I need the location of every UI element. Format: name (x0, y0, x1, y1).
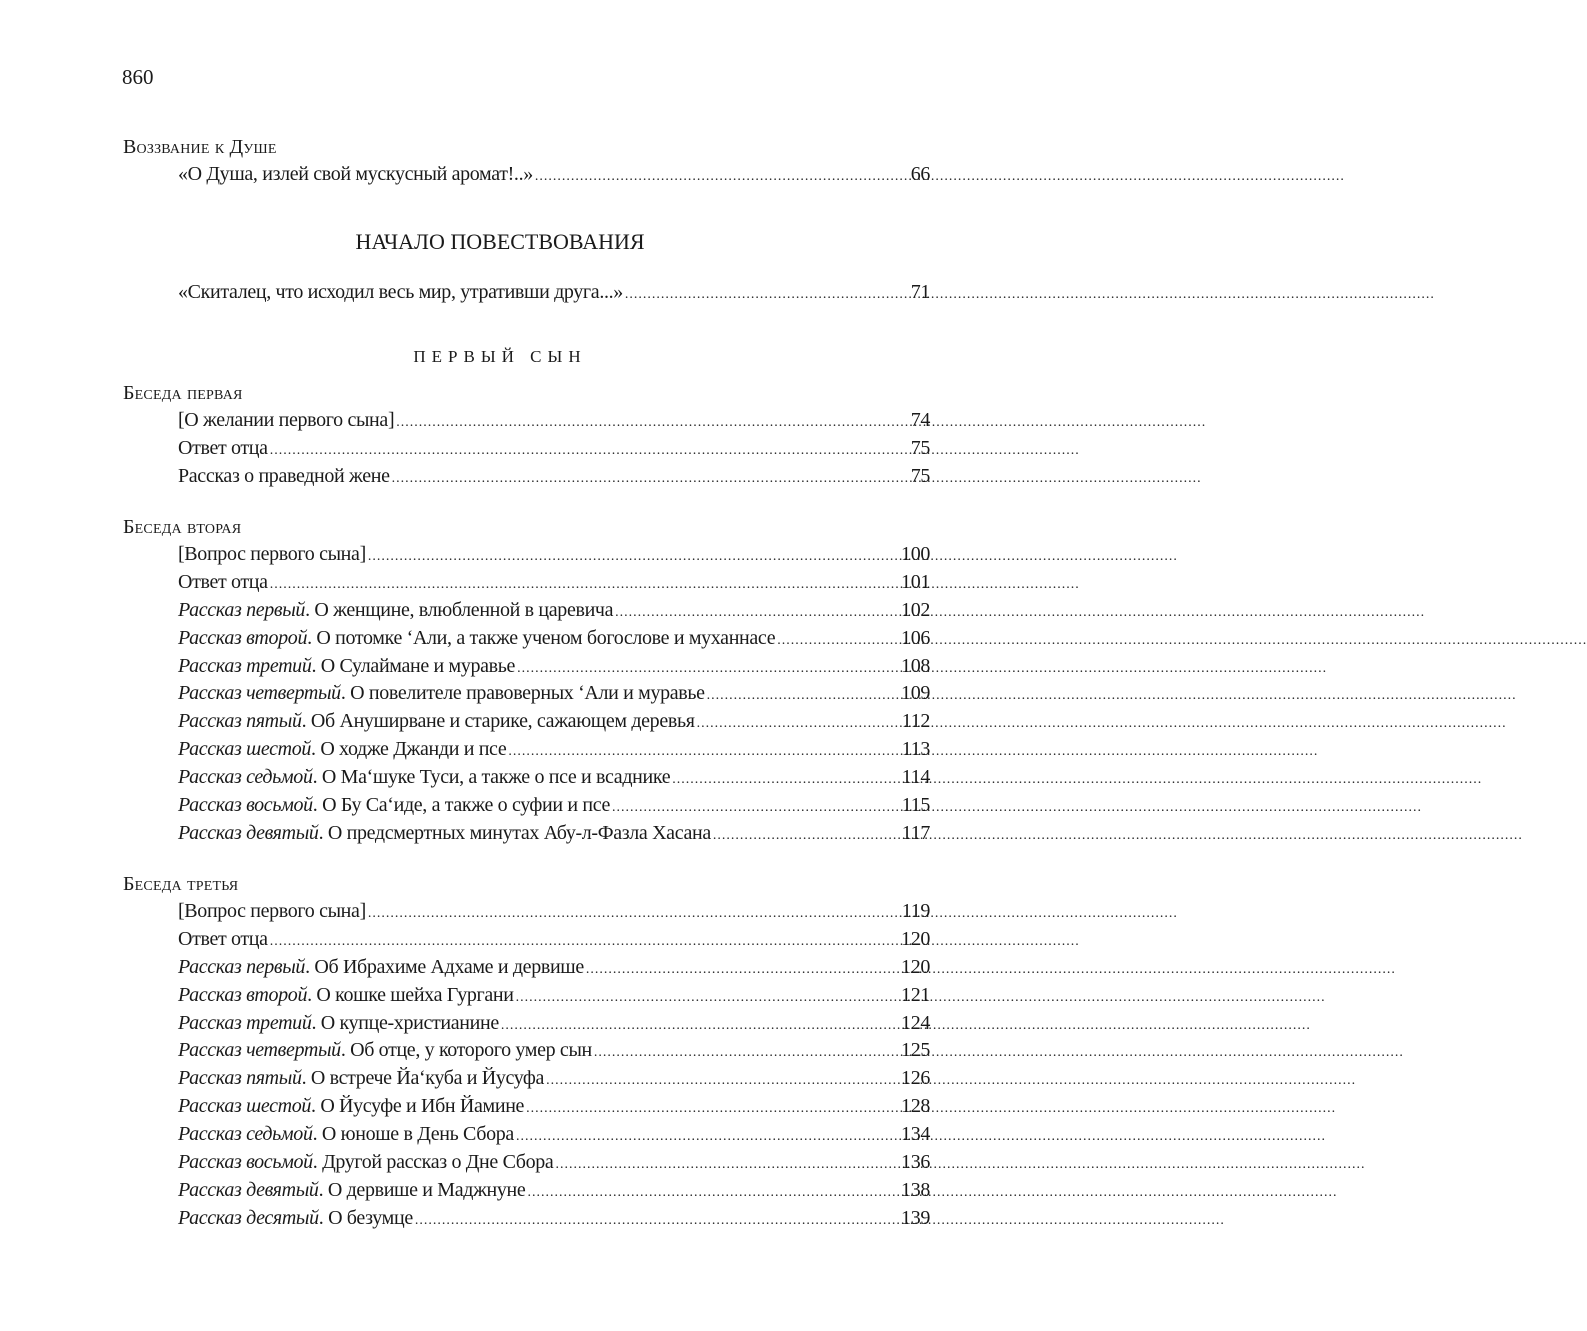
entry-title-text: . О встрече Йа‘куба и Йусуфа (301, 1067, 545, 1090)
dot-leader (625, 279, 909, 309)
entry-title (178, 982, 514, 1010)
entry-page-number: 112 (901, 710, 930, 733)
toc-entry[interactable] (178, 1121, 930, 1149)
toc-entry[interactable] (178, 1093, 930, 1121)
entry-title-text: . О Йусуфе и Ибн Йамине (311, 1095, 525, 1118)
entry-lead: Рассказ пятый (178, 710, 302, 733)
toc-entry[interactable] (178, 764, 930, 792)
entry-lead: Рассказ седьмой (178, 1123, 313, 1146)
dot-leader (615, 597, 899, 627)
entry-title (178, 926, 268, 954)
toc-entry[interactable] (178, 898, 930, 926)
entry-title (178, 279, 623, 307)
entry-title (178, 736, 506, 764)
entry-title (178, 161, 533, 189)
entry-page-number: 71 (910, 281, 930, 303)
entry-page-number: 125 (901, 1039, 930, 1062)
entry-title (178, 792, 610, 820)
toc-entry[interactable] (178, 1037, 930, 1065)
entry-title-text: . О юноше в День Сбора (312, 1123, 514, 1146)
entry-page-number: 66 (910, 163, 930, 185)
dot-leader (270, 569, 899, 599)
entry-lead: Рассказ третий (178, 1011, 312, 1034)
dot-leader (555, 1149, 899, 1179)
entry-lead: Рассказ шестой (178, 738, 312, 761)
entry-title-text: «Скиталец, что исходил весь мир, утративши друга...» (178, 281, 623, 303)
entry-title-text: [Вопрос первого сына] (178, 543, 366, 565)
dot-leader (501, 1010, 899, 1040)
dot-leader (368, 898, 900, 928)
entry-title (178, 597, 613, 625)
dot-leader (713, 820, 900, 850)
entry-title (178, 407, 394, 435)
entry-title (178, 1037, 592, 1065)
entry-page-number: 119 (901, 900, 930, 922)
dot-leader (707, 680, 899, 710)
entry-title-text: . О дервише и Маджнуне (318, 1178, 526, 1201)
entry-title-text: . О Ма‘шуке Туси, а также о псе и всаднике (312, 766, 671, 789)
entry-lead: Рассказ восьмой (178, 1151, 313, 1174)
entry-title-text: . Другой рассказ о Дне Сбора (312, 1151, 554, 1174)
entry-page-number: 136 (901, 1151, 930, 1174)
toc-entry[interactable] (178, 736, 930, 764)
entry-title (178, 541, 366, 569)
toc-list-invocation (178, 161, 930, 189)
entry-title-text: [Вопрос первого сына] (178, 900, 366, 922)
dot-leader (270, 435, 909, 465)
entry-title-text: . Об отце, у которого умер сын (340, 1039, 592, 1062)
dot-leader (612, 792, 900, 822)
entry-title-text: «О Душа, излей свой мускусный аромат!..» (178, 163, 533, 185)
entry-title-text: . О кошке шейха Гургани (307, 983, 514, 1006)
entry-page-number: 108 (901, 654, 930, 677)
dot-leader (594, 1037, 899, 1067)
entry-title-text: Ответ отца (178, 570, 268, 593)
dot-leader (526, 1093, 899, 1123)
toc-entry[interactable] (178, 1205, 930, 1233)
toc-entry[interactable] (178, 1149, 930, 1177)
entry-lead: Рассказ первый (178, 955, 306, 978)
toc-entry[interactable] (178, 792, 930, 820)
entry-lead: Рассказ пятый (178, 1067, 302, 1090)
entry-page-number: 115 (901, 794, 930, 817)
entry-title (178, 1121, 514, 1149)
entry-title (178, 1010, 499, 1038)
toc-entry[interactable] (178, 820, 930, 848)
toc-entry[interactable] (178, 653, 930, 681)
toc-entry[interactable] (178, 1177, 930, 1205)
section-heading-beginning: НАЧАЛО ПОВЕСТВОВАНИЯ (355, 229, 645, 254)
entry-page-number: 138 (901, 1178, 930, 1201)
entry-title-text: . О женщине, влюбленной в царевича (305, 598, 614, 621)
entry-title (178, 680, 705, 708)
entry-lead: Рассказ четвертый (178, 682, 341, 705)
dot-leader (368, 541, 899, 571)
dot-leader (697, 708, 900, 738)
entry-lead: Рассказ четвертый (178, 1039, 341, 1062)
dot-leader (396, 407, 908, 437)
toc-list-talk2 (178, 541, 930, 848)
entry-title (178, 1149, 553, 1177)
toc-entry[interactable] (178, 625, 930, 653)
entry-page-number: 126 (901, 1067, 930, 1090)
entry-lead: Рассказ первый (178, 598, 306, 621)
toc-entry[interactable] (178, 926, 930, 954)
entry-title (178, 463, 390, 491)
entry-title-text: . О повелителе правоверных ‘Али и муравье (340, 682, 705, 705)
toc-list-talk3 (178, 898, 930, 1233)
dot-leader (672, 764, 900, 794)
entry-page-number: 120 (901, 927, 930, 950)
entry-page-number: 75 (910, 464, 930, 487)
toc-entry[interactable] (178, 463, 930, 491)
entry-lead: Рассказ девятый (178, 1178, 319, 1201)
section-heading-talk3: Беседа третья (123, 873, 239, 895)
toc-entry[interactable] (178, 680, 930, 708)
section-heading-invocation: Воззвание к Душе (123, 136, 277, 158)
entry-title (178, 435, 268, 463)
entry-page-number: 117 (901, 821, 930, 844)
entry-page-number: 113 (901, 738, 930, 761)
part-title: ПЕРВЫЙ СЫН (413, 347, 587, 366)
entry-page-number: 102 (901, 598, 930, 621)
toc-entry[interactable] (178, 597, 930, 625)
entry-lead: Рассказ второй (178, 983, 308, 1006)
entry-page-number: 106 (901, 626, 930, 649)
entry-title (178, 898, 366, 926)
dot-leader (508, 736, 899, 766)
entry-title (178, 1205, 413, 1233)
entry-title-text: . О ходже Джанди и псе (311, 738, 507, 761)
toc-entry[interactable] (178, 1065, 930, 1093)
entry-title (178, 569, 268, 597)
entry-title-text: . О потомке ‘Али, а также ученом богослове и муханнасе (307, 626, 776, 649)
dot-leader (535, 161, 909, 191)
entry-lead: Рассказ шестой (178, 1095, 312, 1118)
section-heading-talk2: Беседа вторая (123, 516, 242, 538)
entry-title (178, 820, 711, 848)
toc-entry[interactable] (178, 982, 930, 1010)
entry-title-text: [О желании первого сына] (178, 409, 395, 431)
entry-page-number: 109 (901, 682, 930, 705)
entry-title-text: Ответ отца (178, 927, 268, 950)
entry-page-number: 134 (901, 1123, 930, 1146)
page-number: 860 (122, 65, 154, 89)
toc-entry[interactable] (178, 1010, 930, 1038)
entry-title-text: . Об Ануширване и старике, сажающем деревья (301, 710, 695, 733)
dot-leader (516, 1121, 899, 1151)
entry-page-number: 128 (901, 1095, 930, 1118)
entry-page-number: 101 (901, 570, 930, 593)
toc-entry[interactable] (178, 708, 930, 736)
entry-title-text: Рассказ о праведной жене (178, 464, 390, 487)
entry-page-number: 121 (901, 983, 930, 1006)
entry-lead: Рассказ третий (178, 654, 312, 677)
entry-title-text: . О Сулаймане и муравье (311, 654, 516, 677)
entry-page-number: 139 (901, 1206, 930, 1229)
dot-leader (270, 926, 899, 956)
entry-title (178, 764, 670, 792)
entry-lead: Рассказ восьмой (178, 794, 313, 817)
dot-leader (527, 1177, 899, 1207)
entry-lead: Рассказ десятый (178, 1206, 319, 1229)
entry-page-number: 75 (910, 436, 930, 459)
section-heading-talk1: Беседа первая (123, 382, 243, 404)
toc-entry[interactable] (178, 435, 930, 463)
entry-title (178, 954, 584, 982)
entry-page-number: 114 (901, 766, 930, 789)
entry-title-text: Ответ отца (178, 436, 268, 459)
toc-entry[interactable] (178, 954, 930, 982)
entry-title-text: . О Бу Са‘иде, а также о суфии и псе (312, 794, 611, 817)
toc-entry[interactable] (178, 541, 930, 569)
toc-entry[interactable] (178, 407, 930, 435)
dot-leader (517, 653, 899, 683)
dot-leader (415, 1205, 899, 1235)
toc-entry[interactable] (178, 279, 930, 307)
entry-lead: Рассказ седьмой (178, 766, 313, 789)
toc-entry[interactable] (178, 569, 930, 597)
entry-title-text: . О безумце (318, 1206, 413, 1229)
entry-page-number: 120 (901, 955, 930, 978)
dot-leader (586, 954, 899, 984)
entry-title (178, 1177, 525, 1205)
dot-leader (546, 1065, 899, 1095)
entry-title-text: . О купце-христианине (311, 1011, 499, 1034)
entry-title-text: . О предсмертных минутах Абу-л-Фазла Хасана (318, 821, 711, 844)
dot-leader (516, 982, 899, 1012)
dot-leader (777, 625, 899, 655)
entry-title (178, 1065, 544, 1093)
entry-lead: Рассказ второй (178, 626, 308, 649)
dot-leader (392, 463, 909, 493)
entry-title (178, 1093, 524, 1121)
toc-list-beginning (178, 279, 930, 307)
entry-title (178, 653, 515, 681)
entry-lead: Рассказ девятый (178, 821, 319, 844)
entry-title (178, 625, 775, 653)
toc-list-talk1 (178, 407, 930, 491)
entry-page-number: 100 (901, 543, 930, 565)
entry-title-text: . Об Ибрахиме Адхаме и дервише (305, 955, 584, 978)
toc-entry[interactable] (178, 161, 930, 189)
entry-page-number: 124 (901, 1011, 930, 1034)
entry-page-number: 74 (910, 409, 930, 431)
entry-title (178, 708, 695, 736)
